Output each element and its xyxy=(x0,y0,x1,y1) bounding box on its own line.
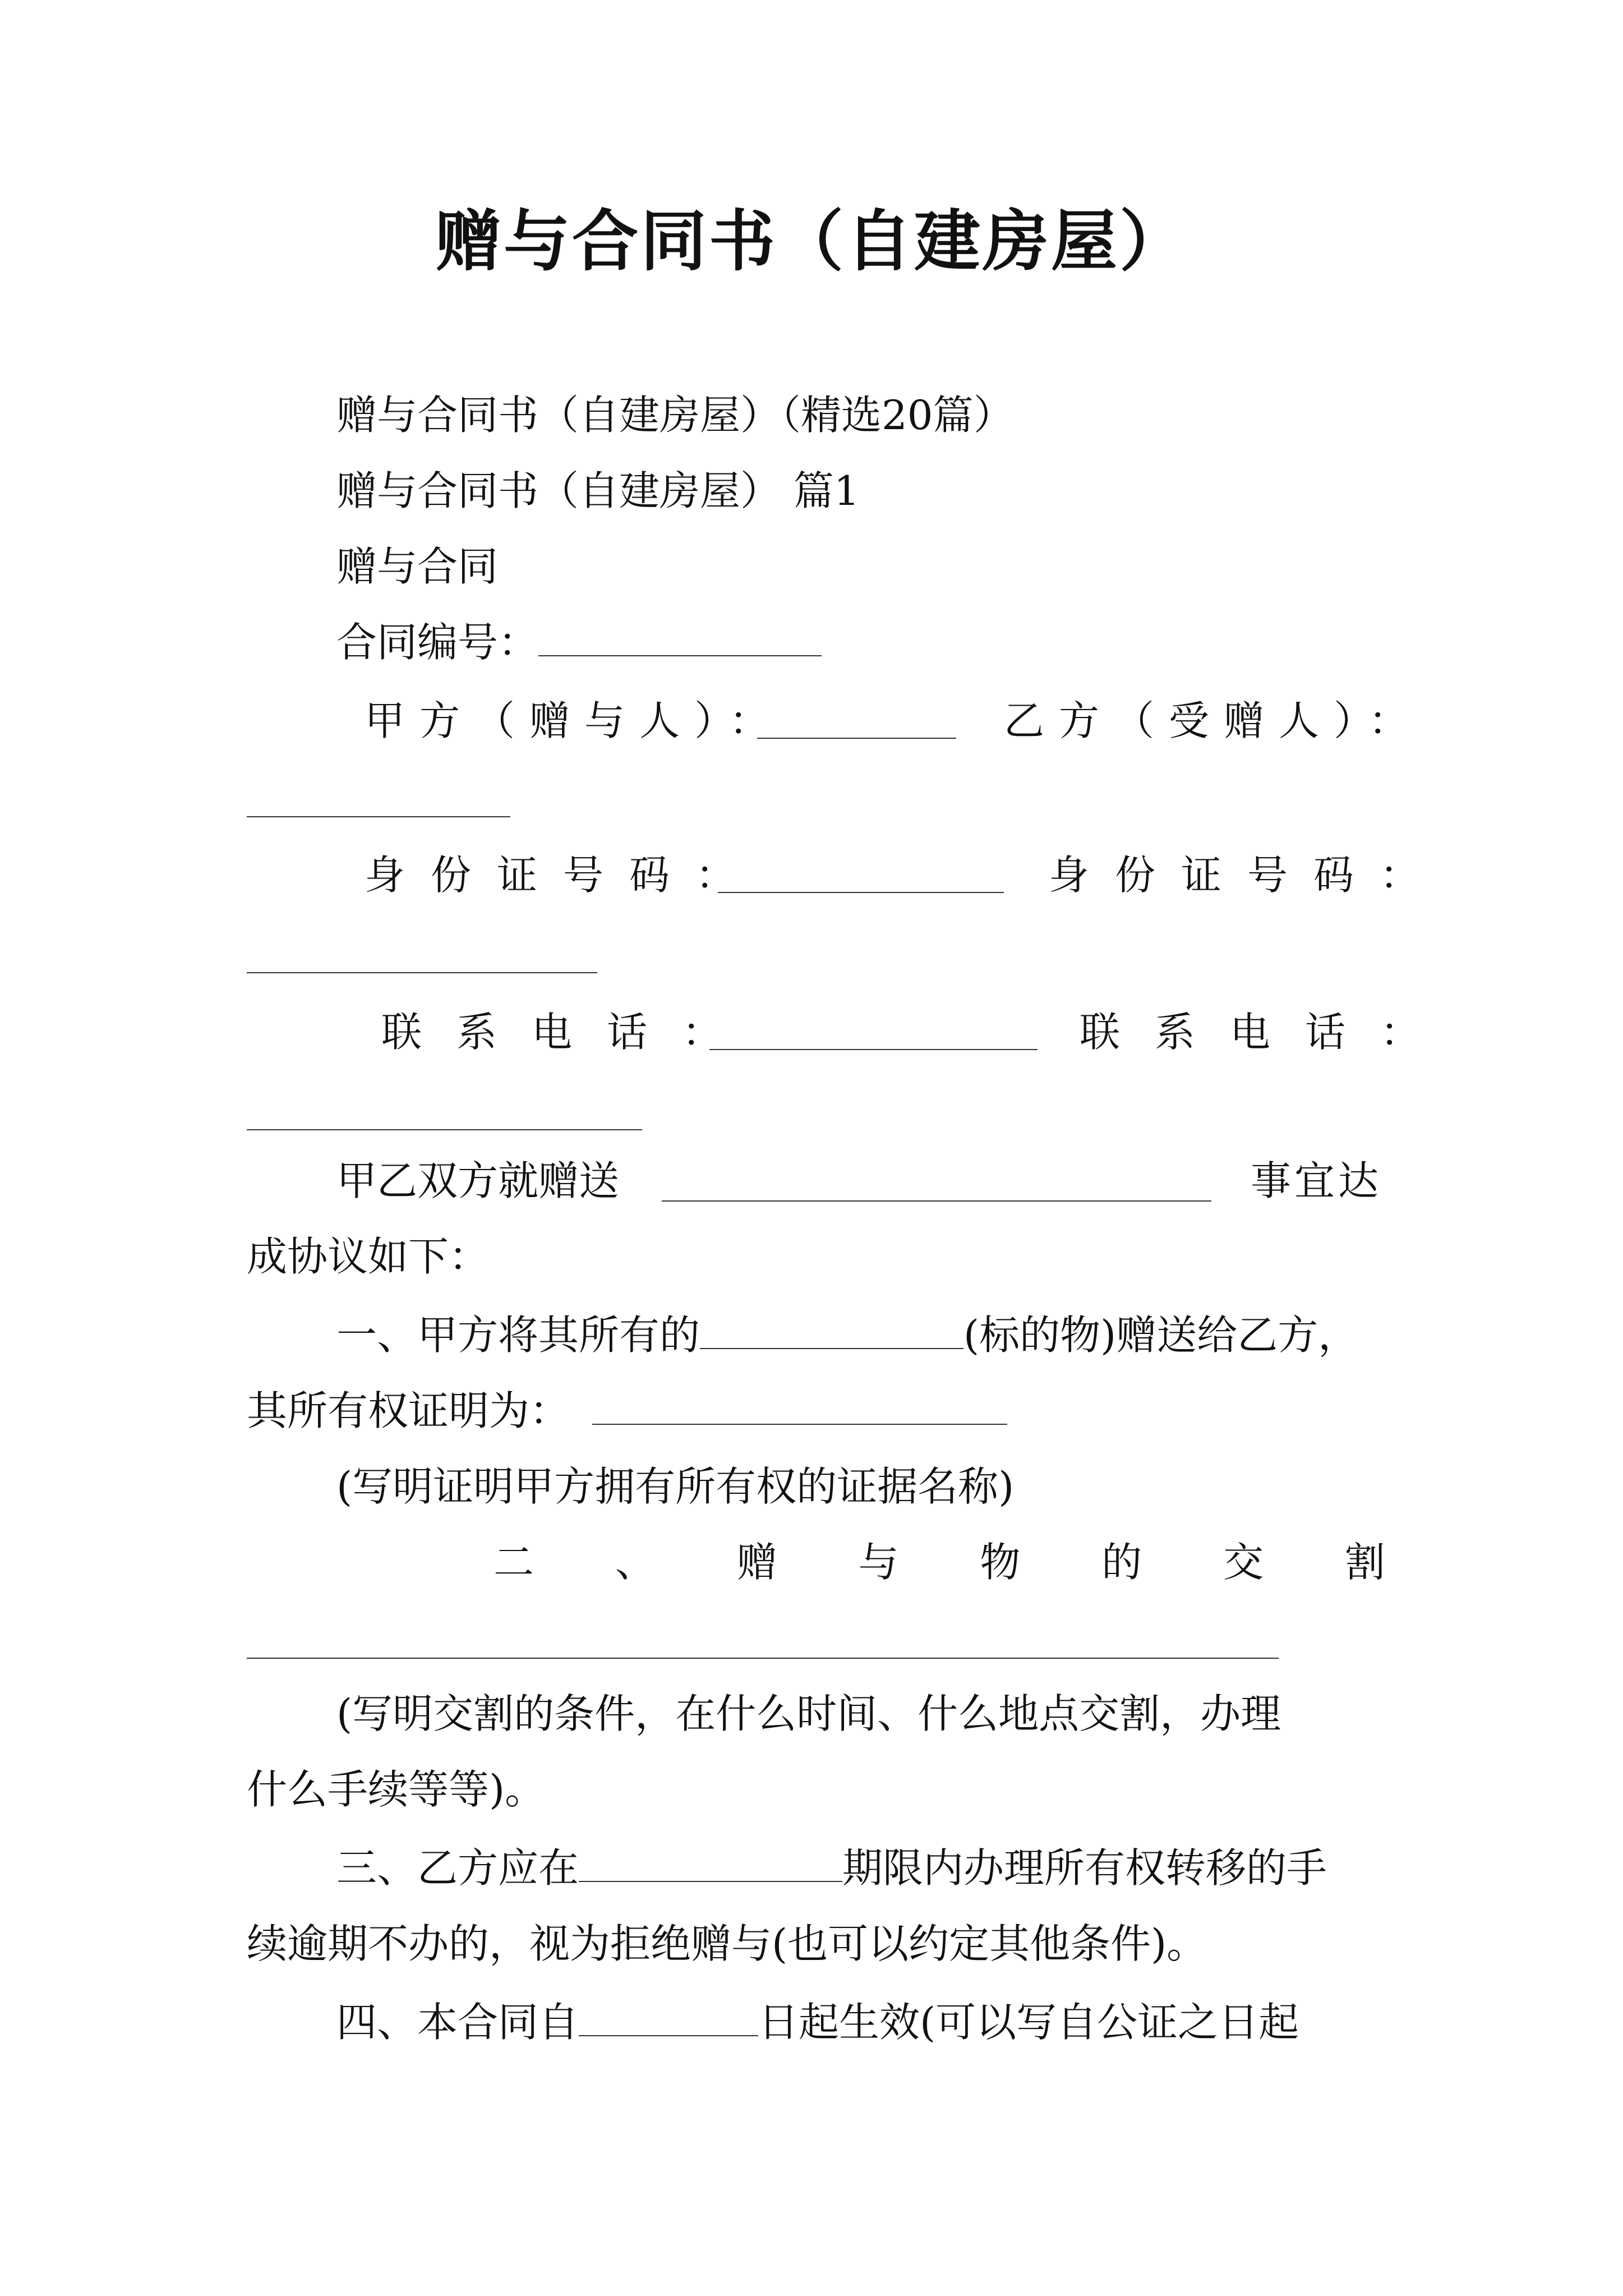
para1-line2: 成协议如下： xyxy=(247,1233,490,1280)
clause2-char: 割 xyxy=(1344,1539,1385,1586)
para1-end: 事宜达 xyxy=(1251,1157,1382,1204)
clause1-mid: (标的物)赠送给乙方， xyxy=(963,1312,1359,1359)
clause2-char: 交 xyxy=(1223,1539,1264,1586)
clause4-end: 日起生效(可以写自公证之日起 xyxy=(758,1999,1299,2046)
clause1-blank xyxy=(700,1315,963,1349)
contract-number-blank xyxy=(538,623,822,656)
clause2-char: 赠 xyxy=(736,1539,777,1586)
phone-label-a: 联系电话： xyxy=(381,1009,758,1056)
clause4-row xyxy=(336,1994,1299,2050)
phone-label-b: 联系电话： xyxy=(1080,1009,1456,1056)
clause2-note-line1: (写明交割的条件，在什么时间、什么地点交割，办理 xyxy=(336,1690,1281,1737)
clause2-char: 与 xyxy=(858,1539,899,1586)
clause3-end: 期限内办理所有权转移的手 xyxy=(842,1844,1327,1892)
clause1-line2: 其所有权证明为： xyxy=(247,1387,570,1434)
clause3-blank xyxy=(579,1848,842,1882)
clause2-note-line2: 什么手续等等)。 xyxy=(247,1766,546,1813)
party-b-blank xyxy=(247,816,510,817)
party-b-label: 乙方（受赠人）： xyxy=(1004,697,1424,744)
phone-blank-a xyxy=(709,1049,1038,1050)
clause1-ownership-blank xyxy=(592,1391,1007,1425)
id-number-blank-b xyxy=(247,972,597,973)
contract-number-label: 合同编号： xyxy=(336,619,539,666)
clause3-start: 三、乙方应在 xyxy=(336,1844,579,1892)
clause2-heading xyxy=(494,1534,1385,1590)
section-heading: 赠与合同书（自建房屋） 篇1 xyxy=(336,467,860,514)
clause1-line2-row xyxy=(247,1383,1007,1439)
clause2-blank xyxy=(247,1658,1279,1659)
clause1-row xyxy=(336,1307,1358,1363)
party-a-label: 甲方（赠与人）： xyxy=(365,697,785,744)
clause1-start: 一、甲方将其所有的 xyxy=(336,1312,700,1359)
id-number-label-a: 身份证号码： xyxy=(365,852,762,899)
party-a-blank xyxy=(757,738,956,739)
document-title: 赠与合同书（自建房屋） xyxy=(435,202,1188,280)
id-number-blank-a xyxy=(718,892,1004,893)
clause2-char: 的 xyxy=(1101,1539,1142,1586)
clause2-char: 、 xyxy=(615,1539,656,1586)
clause2-char: 物 xyxy=(980,1539,1021,1586)
contract-name: 赠与合同 xyxy=(336,543,499,590)
clause3-line2: 续逾期不办的，视为拒绝赠与(也可以约定其他条件)。 xyxy=(247,1920,1207,1967)
clause3-row xyxy=(336,1840,1327,1896)
document-subtitle: 赠与合同书（自建房屋）（精选20篇） xyxy=(336,392,1014,439)
para1-start: 甲乙双方就赠送 xyxy=(336,1157,620,1204)
phone-blank-b xyxy=(247,1129,642,1130)
clause4-start: 四、本合同自 xyxy=(336,1999,579,2046)
para1-blank xyxy=(662,1200,1211,1202)
clause4-blank xyxy=(579,2003,758,2036)
clause1-note: (写明证明甲方拥有所有权的证据名称) xyxy=(336,1463,1015,1510)
clause2-char: 二 xyxy=(494,1539,534,1586)
id-number-label-b: 身份证号码： xyxy=(1049,852,1446,899)
contract-number-row xyxy=(336,614,822,670)
